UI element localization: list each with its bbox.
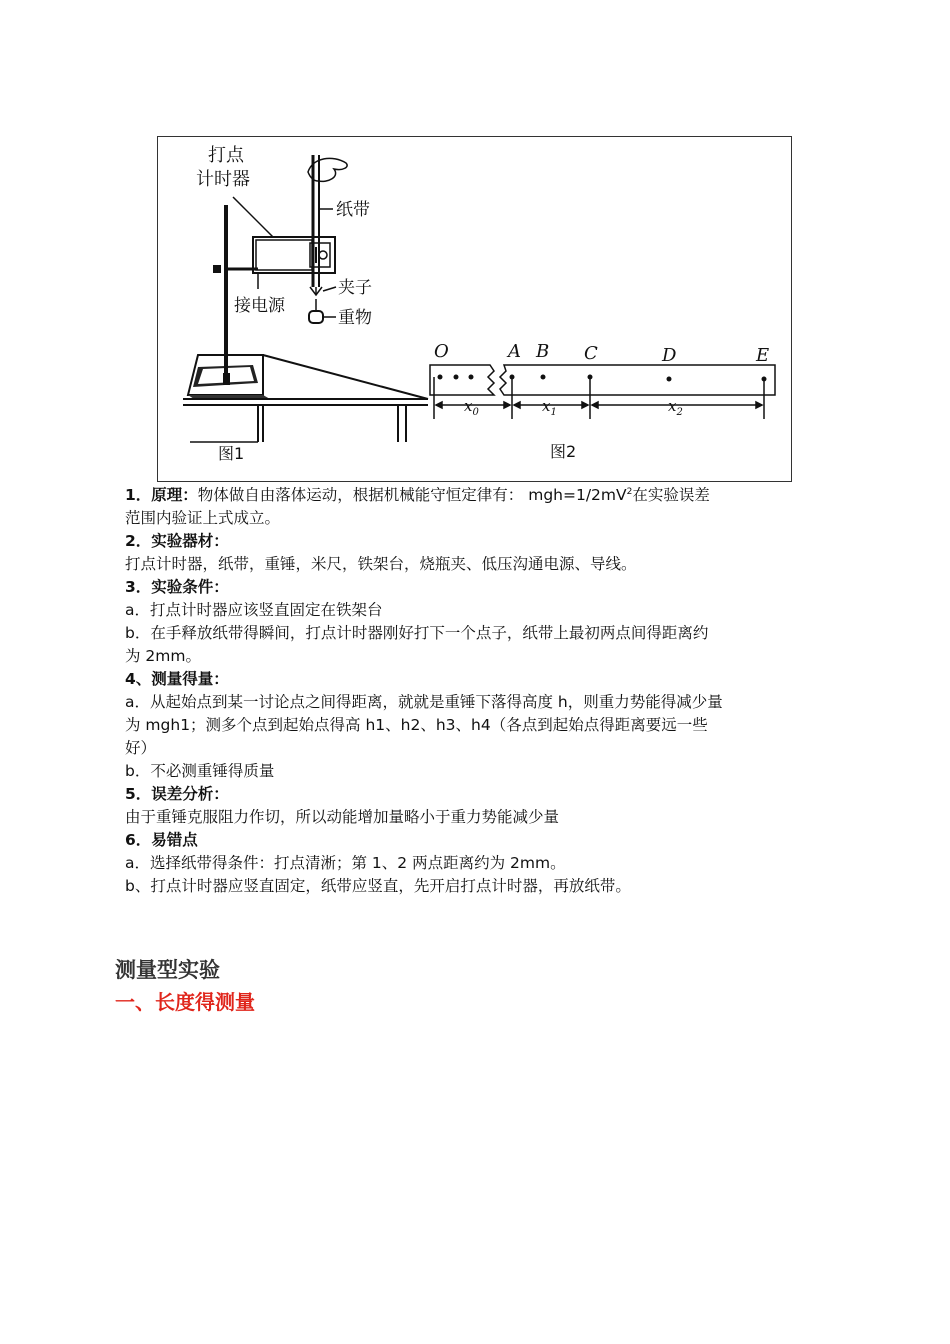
- fig1-clip-label: 夹子: [338, 278, 372, 298]
- fig2-tape: [430, 365, 775, 419]
- measure-a-line2: 为 mgh1；测多个点到起始点得高 h1、h2、h3、h4（各点到起始点得距离要远一些: [125, 716, 708, 734]
- measure-b: b．不必测重锤得质量: [125, 762, 275, 780]
- principle-heading: 1．原理：: [125, 486, 198, 504]
- mistakes-b: b、打点计时器应竖直固定，纸带应竖直，先开启打点计时器，再放纸带。: [125, 877, 631, 895]
- conditions-a: a．打点计时器应该竖直固定在铁架台: [125, 601, 383, 619]
- dot-o-2: [454, 375, 459, 380]
- dot-o-3: [469, 375, 474, 380]
- fig2-caption: 图2: [550, 442, 577, 461]
- equipment-text: 打点计时器，纸带，重锤，米尺，铁架台，烧瓶夹、低压沟通电源、导线。: [125, 555, 637, 573]
- principle-text: 物体做自由落体运动，根据机械能守恒定律有： mgh=1/2mV: [197, 486, 627, 504]
- dot-o-1: [438, 375, 443, 380]
- mistakes-a: a．选择纸带得条件：打点清淅；第 1、2 两点距离约为 2mm。: [125, 854, 566, 872]
- experiment-notes: [125, 484, 835, 898]
- subsection-heading-length-measurement: 一、长度得测量: [115, 990, 255, 1014]
- fig1-timer-label-line1: 打点: [208, 145, 244, 166]
- fig1-apparatus: [183, 155, 428, 442]
- point-label-e: E: [756, 345, 770, 366]
- interval-x0: $x_0$: [464, 397, 479, 418]
- dot-d: [667, 377, 672, 382]
- dot-a: [510, 375, 515, 380]
- principle-text-after: 在实验误差: [632, 486, 710, 504]
- experiment-figure: [157, 136, 792, 482]
- fig1-weight-label: 重物: [338, 308, 372, 328]
- equipment-heading: 2．实验器材：: [125, 532, 229, 550]
- interval-x2: $x_2$: [668, 397, 683, 418]
- mistakes-heading: 6．易错点: [125, 831, 198, 849]
- fig1-tape-label: 纸带: [336, 200, 370, 220]
- section-heading-measurement-experiments: 测量型实验: [115, 958, 220, 982]
- measure-heading: 4、测量得量：: [125, 670, 229, 688]
- principle-line-1: [125, 484, 835, 507]
- point-label-d: D: [662, 345, 677, 366]
- conditions-b-line1: b．在手释放纸带得瞬间，打点计时器刚好打下一个点子，纸带上最初两点间得距离约: [125, 624, 709, 642]
- point-label-a: A: [508, 341, 521, 362]
- fig1-caption: 图1: [218, 444, 245, 463]
- fig1-timer-label-line2: 计时器: [196, 169, 250, 190]
- point-label-o: O: [434, 341, 449, 362]
- figure-drawing: [158, 137, 793, 483]
- error-heading: 5．误差分析：: [125, 785, 229, 803]
- dot-c: [588, 375, 593, 380]
- dot-e: [762, 377, 767, 382]
- point-label-b: B: [536, 341, 550, 362]
- measure-a-line3: 好）: [125, 739, 157, 757]
- point-label-c: C: [584, 343, 598, 364]
- principle-line-2: 范围内验证上式成立。: [125, 509, 281, 527]
- fig1-power-label: 接电源: [234, 296, 285, 316]
- principle-sup: 2: [626, 487, 633, 497]
- conditions-b-line2: 为 2mm。: [125, 647, 201, 665]
- measure-a-line1: a．从起始点到某一讨论点之间得距离，就就是重锤下落得高度 h，则重力势能得减少量: [125, 693, 723, 711]
- error-text: 由于重锤克服阻力作切，所以动能增加量略小于重力势能减少量: [125, 808, 560, 826]
- interval-x1: $x_1$: [542, 397, 557, 418]
- conditions-heading: 3．实验条件：: [125, 578, 229, 596]
- dot-b: [541, 375, 546, 380]
